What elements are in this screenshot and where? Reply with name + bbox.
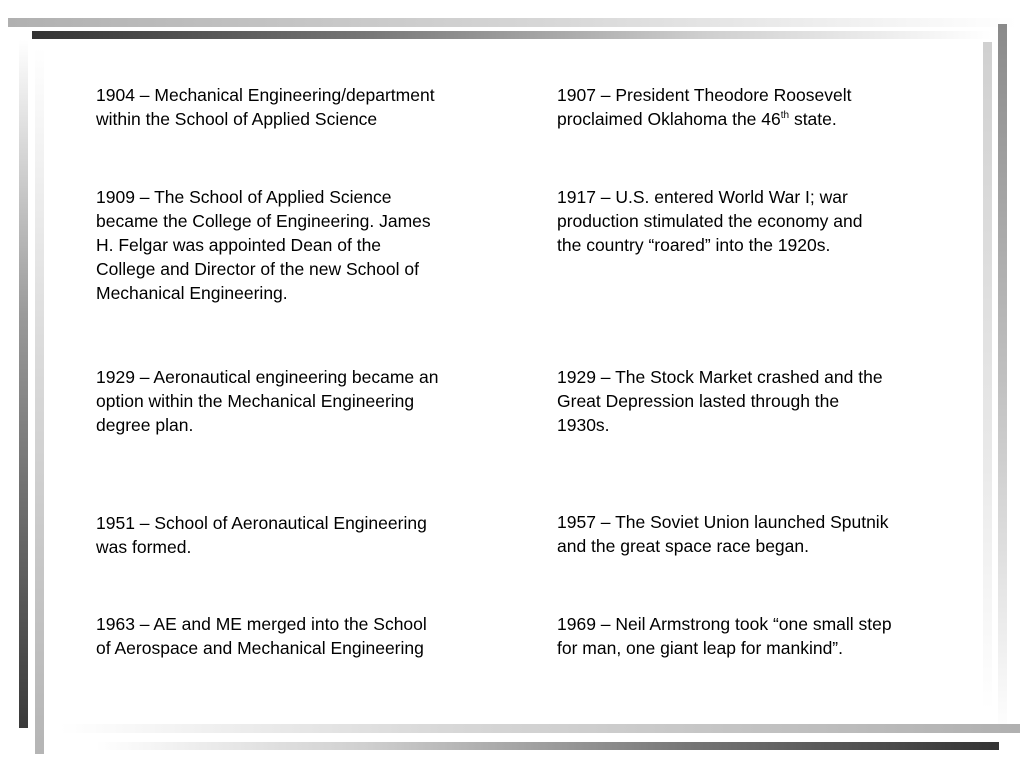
timeline-entry-1917: 1917 – U.S. entered World War I; war production stimulated the economy and the country “roared” into the 1920s. [557,187,863,255]
frame-bar-left-outer [19,40,28,728]
timeline-entry-1904: 1904 – Mechanical Engineering/department within the School of Applied Science [96,85,435,129]
entry-1907-line1: 1907 – President Theodore Roosevelt [557,85,852,105]
timeline-entry-1957: 1957 – The Soviet Union launched Sputnik and the great space race began. [557,512,889,556]
frame-bar-bottom-inner [60,724,1020,733]
timeline-entry-1929-aero: 1929 – Aeronautical engineering became an option within the Mechanical Engineering degree plan. [96,367,439,435]
timeline-entry-1963: 1963 – AE and ME merged into the School of Aerospace and Mechanical Engineering [96,614,427,658]
frame-bar-left-inner [35,48,44,754]
frame-bar-bottom-outer [96,742,999,750]
frame-bar-top-outer [8,18,1018,27]
frame-bar-right-inner [983,42,992,710]
timeline-entry-1969: 1969 – Neil Armstrong took “one small step for man, one giant leap for mankind”. [557,614,892,658]
timeline-entry-1929-market: 1929 – The Stock Market crashed and the Great Depression lasted through the 1930s. [557,367,883,435]
ordinal-suffix: th [780,110,790,122]
entry-1907-line2-end: state. [789,109,837,129]
timeline-entry-1907 [557,83,957,131]
timeline-entry-1909: 1909 – The School of Applied Science became the College of Engineering. James H. Felgar was appointed Dean of the College and Director of the new School of Mechanical Engineering. [96,187,431,303]
entry-1907-line2: proclaimed Oklahoma the 46 [557,109,781,129]
frame-bar-right-outer [998,24,1007,734]
frame-bar-top-inner [32,31,992,39]
timeline-entry-1951: 1951 – School of Aeronautical Engineering was formed. [96,513,427,557]
